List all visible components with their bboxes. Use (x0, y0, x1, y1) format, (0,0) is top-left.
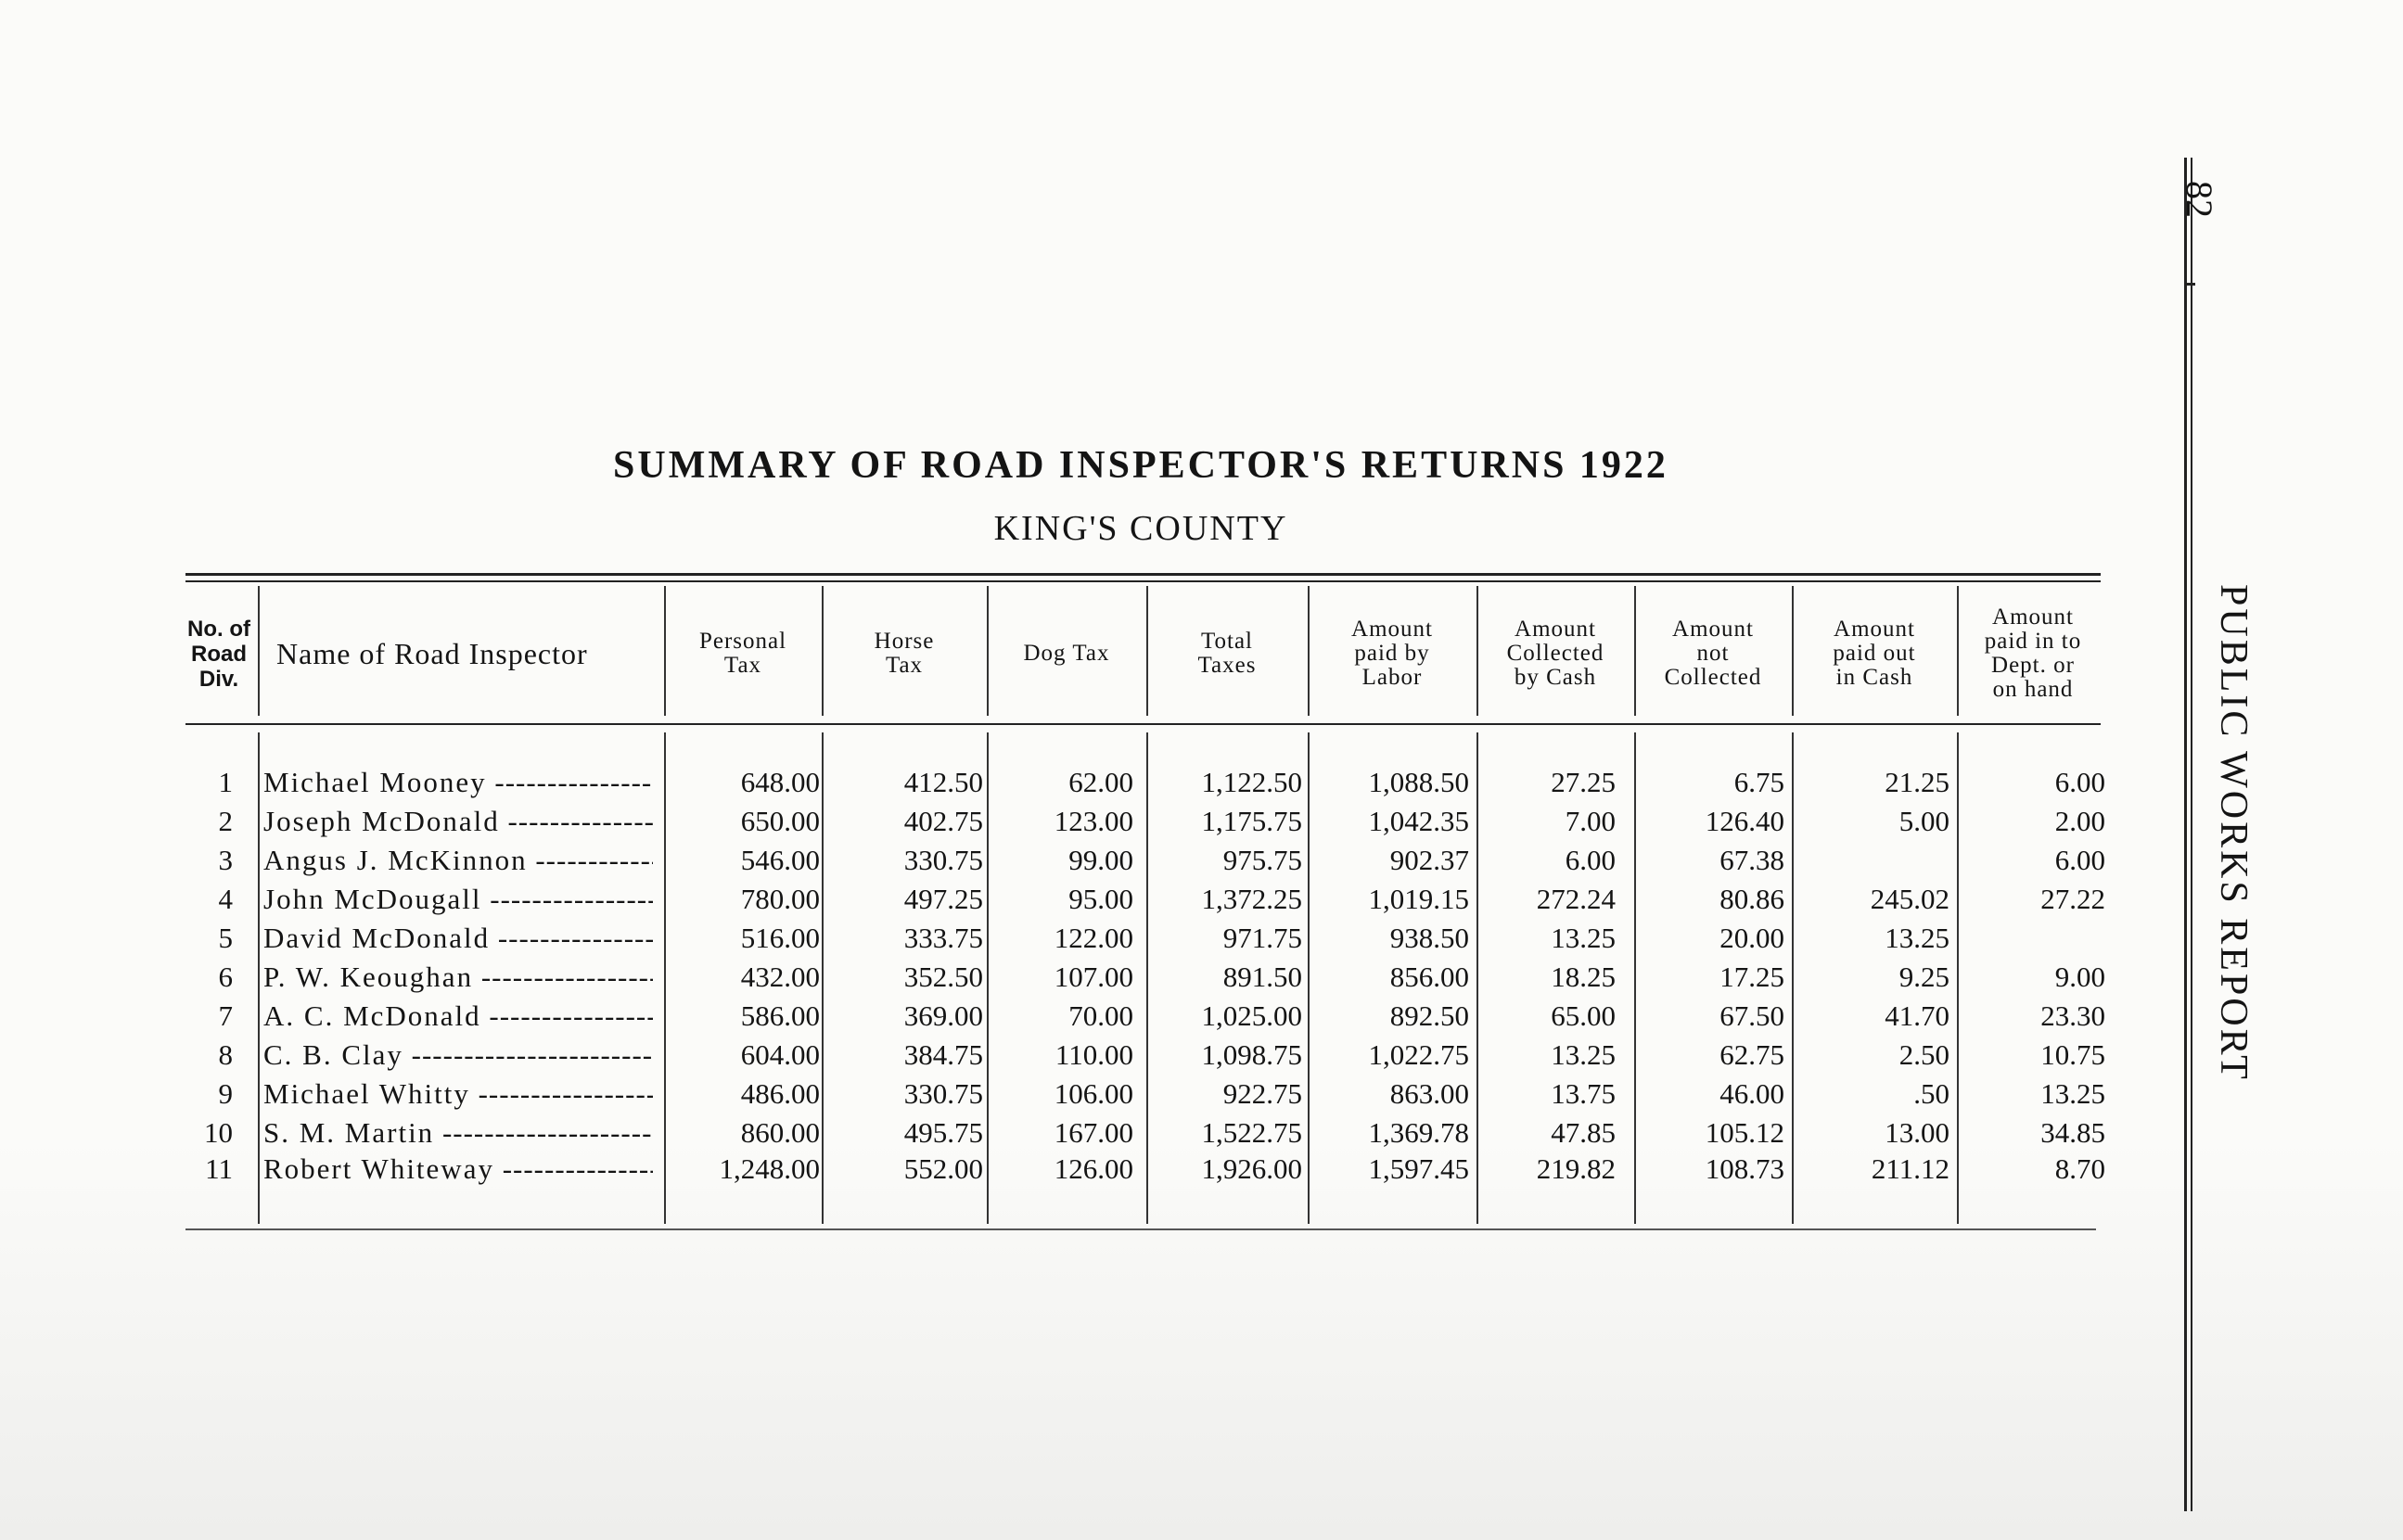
road-div-number: 1 (218, 766, 233, 798)
paid-out-cash-value: 245.02 (1870, 883, 1949, 915)
table-row (0, 1114, 2133, 1152)
on-hand-value: 6.00 (2054, 766, 2105, 798)
dog-tax-value: 110.00 (1055, 1038, 1133, 1071)
personal-tax-value: 648.00 (740, 766, 820, 798)
inspector-name: S. M. Martin ----- (263, 1114, 653, 1152)
not-collected-value: 67.50 (1719, 999, 1784, 1032)
column-header-collected-by-cash: Amount Collected by Cash (1506, 617, 1604, 690)
running-head: PUBLIC WORKS REPORT (2212, 584, 2255, 1082)
total-taxes-value: 971.75 (1222, 922, 1302, 954)
personal-tax-value: 586.00 (740, 999, 820, 1032)
collected-by-cash-value: 7.00 (1565, 805, 1616, 837)
table-row (0, 1036, 2133, 1075)
column-header-paid-by-labor: Amount paid by Labor (1351, 617, 1433, 690)
column-header-dog-tax: Dog Tax (1023, 641, 1110, 666)
horse-tax-value: 497.25 (903, 883, 983, 915)
paid-out-cash-value: 21.25 (1885, 766, 1949, 798)
on-hand-value: 23.30 (2040, 999, 2105, 1032)
paid-out-cash-value: .50 (1913, 1077, 1949, 1110)
horse-tax-value: 412.50 (903, 766, 983, 798)
horse-tax-value: 333.75 (903, 922, 983, 954)
not-collected-value: 105.12 (1705, 1116, 1784, 1149)
horse-tax-value: 402.75 (903, 805, 983, 837)
on-hand-value: 10.75 (2040, 1038, 2105, 1071)
inspector-name: P. W. Keoughan ----- (263, 958, 653, 997)
dog-tax-value: 107.00 (1054, 961, 1133, 993)
total-taxes-value: 1,522.75 (1201, 1116, 1302, 1149)
horse-tax-value: 384.75 (903, 1038, 983, 1071)
on-hand-value: 34.85 (2040, 1116, 2105, 1149)
column-header-total-taxes: Total Taxes (1197, 629, 1257, 678)
on-hand-value: 9.00 (2054, 961, 2105, 993)
column-header-name: Name of Road Inspector (276, 637, 588, 670)
total-taxes-value: 975.75 (1222, 844, 1302, 876)
not-collected-value: 126.40 (1705, 805, 1784, 837)
personal-tax-value: 1,248.00 (719, 1152, 820, 1185)
table-row (0, 841, 2133, 880)
paid-out-cash-value: 5.00 (1898, 805, 1949, 837)
paid-by-labor-value: 1,088.50 (1368, 766, 1469, 798)
inspector-name: David McDonald ----- (263, 919, 653, 958)
road-div-number: 6 (218, 961, 233, 993)
table-row (0, 997, 2133, 1036)
horse-tax-value: 330.75 (903, 1077, 983, 1110)
not-collected-value: 17.25 (1719, 961, 1784, 993)
paid-by-labor-value: 856.00 (1389, 961, 1469, 993)
collected-by-cash-value: 219.82 (1536, 1152, 1616, 1185)
personal-tax-value: 546.00 (740, 844, 820, 876)
dog-tax-value: 122.00 (1054, 922, 1133, 954)
paid-by-labor-value: 1,019.15 (1368, 883, 1469, 915)
on-hand-value: 13.25 (2040, 1077, 2105, 1110)
collected-by-cash-value: 18.25 (1551, 961, 1616, 993)
paid-out-cash-value: 211.12 (1871, 1152, 1949, 1185)
inspector-name: Joseph McDonald ----- (263, 802, 653, 841)
horse-tax-value: 369.00 (903, 999, 983, 1032)
inspector-name: C. B. Clay ----- (263, 1036, 653, 1075)
not-collected-value: 62.75 (1719, 1038, 1784, 1071)
paid-out-cash-value: 2.50 (1898, 1038, 1949, 1071)
paid-by-labor-value: 1,369.78 (1368, 1116, 1469, 1149)
total-taxes-value: 922.75 (1222, 1077, 1302, 1110)
road-div-number: 9 (218, 1077, 233, 1110)
table-top-rule-double (185, 580, 2101, 582)
not-collected-value: 80.86 (1719, 883, 1784, 915)
personal-tax-value: 604.00 (740, 1038, 820, 1071)
dog-tax-value: 123.00 (1054, 805, 1133, 837)
on-hand-value: 27.22 (2040, 883, 2105, 915)
table-bottom-rule (185, 1228, 2096, 1230)
road-div-number: 3 (218, 844, 233, 876)
margin-rule (2191, 158, 2192, 1511)
paid-by-labor-value: 863.00 (1389, 1077, 1469, 1110)
dog-tax-value: 126.00 (1054, 1152, 1133, 1185)
collected-by-cash-value: 27.25 (1551, 766, 1616, 798)
dog-tax-value: 167.00 (1054, 1116, 1133, 1149)
dog-tax-value: 70.00 (1068, 999, 1133, 1032)
not-collected-value: 6.75 (1733, 766, 1784, 798)
road-div-number: 10 (204, 1116, 233, 1149)
collected-by-cash-value: 47.85 (1551, 1116, 1616, 1149)
road-div-number: 8 (218, 1038, 233, 1071)
table-row (0, 919, 2133, 958)
table-top-rule (185, 573, 2101, 576)
personal-tax-value: 860.00 (740, 1116, 820, 1149)
total-taxes-value: 891.50 (1222, 961, 1302, 993)
margin-rule-break (2184, 283, 2195, 286)
collected-by-cash-value: 13.25 (1551, 922, 1616, 954)
column-header-on-hand: Amount paid in to Dept. or on hand (1984, 605, 2082, 702)
margin-rule (2184, 158, 2187, 1511)
inspector-name: Robert Whiteway ----- (263, 1150, 653, 1189)
collected-by-cash-value: 272.24 (1536, 883, 1616, 915)
paid-out-cash-value: 13.25 (1885, 922, 1949, 954)
paid-out-cash-value (1794, 841, 1949, 880)
table-row (0, 1150, 2133, 1189)
column-header-personal-tax: Personal Tax (698, 629, 787, 678)
road-div-number: 7 (218, 999, 233, 1032)
document-title: SUMMARY OF ROAD INSPECTOR'S RETURNS 1922 (613, 444, 1668, 487)
paid-by-labor-value: 1,597.45 (1368, 1152, 1469, 1185)
collected-by-cash-value: 6.00 (1565, 844, 1616, 876)
inspector-name: A. C. McDonald ----- (263, 997, 653, 1036)
on-hand-value (1957, 919, 2105, 958)
road-div-number: 11 (205, 1152, 233, 1185)
on-hand-value: 6.00 (2054, 844, 2105, 876)
column-header-road-div: No. of Road Div. (187, 616, 250, 692)
paid-by-labor-value: 902.37 (1389, 844, 1469, 876)
not-collected-value: 20.00 (1719, 922, 1784, 954)
road-div-number: 4 (218, 883, 233, 915)
horse-tax-value: 352.50 (903, 961, 983, 993)
paid-by-labor-value: 1,022.75 (1368, 1038, 1469, 1071)
table-row (0, 880, 2133, 919)
column-header-paid-out-cash: Amount paid out in Cash (1833, 617, 1916, 690)
total-taxes-value: 1,122.50 (1201, 766, 1302, 798)
collected-by-cash-value: 13.25 (1551, 1038, 1616, 1071)
total-taxes-value: 1,926.00 (1201, 1152, 1302, 1185)
inspector-name: John McDougall ----- (263, 880, 653, 919)
page-number: 82 (2179, 181, 2220, 218)
dog-tax-value: 99.00 (1068, 844, 1133, 876)
inspector-name: Michael Whitty ----- (263, 1075, 653, 1114)
document-subtitle: KING'S COUNTY (993, 509, 1288, 548)
paid-by-labor-value: 1,042.35 (1368, 805, 1469, 837)
personal-tax-value: 516.00 (740, 922, 820, 954)
total-taxes-value: 1,175.75 (1201, 805, 1302, 837)
paid-out-cash-value: 41.70 (1885, 999, 1949, 1032)
paid-out-cash-value: 13.00 (1885, 1116, 1949, 1149)
paid-by-labor-value: 892.50 (1389, 999, 1469, 1032)
personal-tax-value: 780.00 (740, 883, 820, 915)
table-row (0, 763, 2133, 802)
horse-tax-value: 552.00 (903, 1152, 983, 1185)
horse-tax-value: 330.75 (903, 844, 983, 876)
not-collected-value: 67.38 (1719, 844, 1784, 876)
horse-tax-value: 495.75 (903, 1116, 983, 1149)
total-taxes-value: 1,025.00 (1201, 999, 1302, 1032)
dog-tax-value: 106.00 (1054, 1077, 1133, 1110)
paid-out-cash-value: 9.25 (1898, 961, 1949, 993)
dog-tax-value: 62.00 (1068, 766, 1133, 798)
column-header-horse-tax: Horse Tax (874, 629, 935, 678)
collected-by-cash-value: 65.00 (1551, 999, 1616, 1032)
total-taxes-value: 1,372.25 (1201, 883, 1302, 915)
header-bottom-rule (185, 723, 2101, 725)
personal-tax-value: 486.00 (740, 1077, 820, 1110)
inspector-name: Angus J. McKinnon ----- (263, 841, 653, 880)
on-hand-value: 2.00 (2054, 805, 2105, 837)
on-hand-value: 8.70 (2054, 1152, 2105, 1185)
personal-tax-value: 650.00 (740, 805, 820, 837)
collected-by-cash-value: 13.75 (1551, 1077, 1616, 1110)
table-row (0, 802, 2133, 841)
page-shadow (0, 1140, 2403, 1540)
total-taxes-value: 1,098.75 (1201, 1038, 1302, 1071)
table-row (0, 958, 2133, 997)
inspector-name: Michael Mooney ----- (263, 763, 653, 802)
road-div-number: 5 (218, 922, 233, 954)
not-collected-value: 46.00 (1719, 1077, 1784, 1110)
not-collected-value: 108.73 (1705, 1152, 1784, 1185)
table-row (0, 1075, 2133, 1114)
dog-tax-value: 95.00 (1068, 883, 1133, 915)
road-div-number: 2 (218, 805, 233, 837)
paid-by-labor-value: 938.50 (1389, 922, 1469, 954)
column-header-not-collected: Amount not Collected (1664, 617, 1762, 690)
personal-tax-value: 432.00 (740, 961, 820, 993)
